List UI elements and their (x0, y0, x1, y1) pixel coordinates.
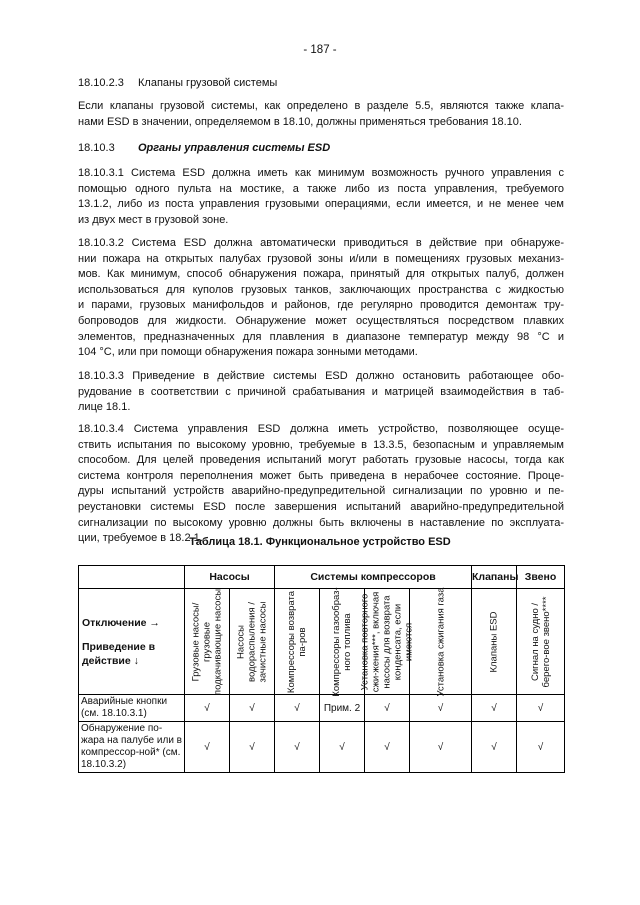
page-number: - 187 - (303, 44, 337, 56)
text-line: нами ESD в значении, определяемом в 18.10, должны применяться требования 18.10. (78, 115, 522, 128)
column-header (320, 586, 365, 697)
column-header (185, 589, 230, 695)
text-line: система контроля переполнения может быть приведена в нерабочее состояние. Проце- (78, 469, 564, 482)
column-header-text: Насосы водораспыления / зачистные насосы (235, 600, 269, 683)
text-line: реустановки системы ESD после завершения испытаний аварийно-предупредительной (78, 500, 564, 513)
text-line: 18.10.3.4 Система управления ESD должна иметь устройство, позволяющее осуще- (78, 423, 564, 435)
text-line: 13.1.2, либо из поста управления грузовыми операциями, если имеется, и не менее чем (78, 198, 564, 211)
paragraph-18-10-3-4 (78, 422, 564, 547)
table-cell: √ (320, 722, 365, 773)
table-cell: √ (517, 722, 565, 773)
column-header-text: Компрессоры газообраз-ного топлива (331, 586, 354, 697)
table-cell: √ (410, 722, 472, 773)
text-line: 18.10.3.1 Система ESD должна иметь как минимум возможность ручного управления с (78, 167, 564, 179)
corner-shutdown-label: Отключение → (82, 616, 160, 629)
text-line: способом. Для целей проведения испытаний могут работать грузовые насосы, тогда как (78, 454, 564, 467)
text-line: элементов, предназначенных для плавления в диапазоне температур между 98 °С и (78, 330, 564, 343)
section-title: Органы управления системы ESD (138, 142, 331, 154)
text-line: бопроводов для жидкости. Обнаружение может осуществляться посредством плавких (78, 314, 564, 327)
column-header (275, 589, 320, 695)
table-cell: √ (275, 695, 320, 722)
table-cell: √ (185, 695, 230, 722)
column-header-text: Установка повторного сжи-жения***, включая насосы для возврата конденсата, если имеются (359, 591, 415, 692)
table-row (79, 722, 565, 773)
text-line: ствить испытания по высокому уровню, требуемые в 13.3.5, безопасным и управляемым (78, 438, 564, 451)
section-heading-18-10-2-3 (78, 76, 277, 91)
column-header-text: Установка сжигания газа (435, 587, 447, 697)
column-header (359, 589, 415, 695)
text-line: нии пожара на открытых палубах грузовой зоны и/или в помещениях грузовых механиз- (78, 252, 564, 265)
paragraph-18-10-3-2 (78, 236, 564, 361)
table-cell: √ (365, 695, 410, 722)
table-cell: √ (472, 695, 517, 722)
table-cell: √ (365, 722, 410, 773)
group-header-pumps: Насосы (185, 566, 275, 589)
paragraph-18-10-3-3 (78, 369, 564, 416)
text-line: лице 18.1. (78, 401, 131, 414)
paragraph-cargo-valves (78, 99, 564, 130)
esd-function-table (78, 565, 565, 773)
row-label: Аварийные кнопки (см. 18.10.3.1) (79, 695, 185, 722)
text-line: мов. Как минимум, способ обнаружения пожара, принятый для открытых палуб, должен (78, 268, 564, 281)
column-header-text: Компрессоры возврата па-ров (286, 590, 309, 693)
section-heading-18-10-3 (78, 141, 330, 156)
text-line: 104 °С, или при помощи обнаружения пожара зонными методами. (78, 346, 418, 359)
table-cell: √ (472, 722, 517, 773)
column-header (472, 589, 517, 695)
paragraph-18-10-3-1 (78, 166, 564, 228)
row-label: Обнаружение по-жара на палубе или в компрессор-ной* (см. 18.10.3.2) (79, 722, 185, 773)
text-line: сигнализации по высокому уровню должны быть включены в наставление по эксплуата- (78, 516, 564, 529)
table-cell: √ (410, 695, 472, 722)
column-header-text: Грузовые насосы/ грузовые подкачивающие насосы (190, 588, 224, 695)
section-title: Клапаны грузовой системы (138, 77, 278, 89)
text-line: дуры испытаний устройств аварийно-предупредительной сигнализации по уровню и пе- (78, 485, 564, 498)
text-line: и парами, грузовых манифольдов и районов, где регулярно проводится демонтаж тру- (78, 299, 564, 312)
group-header-link: Звено (517, 566, 565, 589)
group-header-valves: Клапаны (472, 566, 517, 589)
table-corner-header (79, 589, 185, 695)
column-header (410, 589, 472, 695)
table-row (79, 695, 565, 722)
table-cell: √ (517, 695, 565, 722)
table-caption: Таблица 18.1. Функциональное устройство ESD (189, 536, 451, 548)
table-cell: √ (230, 722, 275, 773)
table-cell: √ (185, 722, 230, 773)
table-cell: √ (230, 695, 275, 722)
text-line: Если клапаны грузовой системы, как определено в разделе 5.5, являются также клапа- (78, 100, 564, 112)
text-line: из двух мест в грузовой зоне. (78, 213, 229, 226)
column-header-text: Клапаны ESD (488, 610, 500, 673)
corner-activation-label: Приведение в действие ↓ (82, 640, 156, 667)
section-number: 18.10.2.3 (78, 77, 124, 89)
column-header-text: Сигнал на судно / берего-вое звено**** (529, 596, 552, 687)
text-line: 18.10.3.3 Приведение в действие системы ESD должно остановить работающее обо- (78, 370, 564, 382)
group-header-compressors: Системы компрессоров (275, 566, 472, 589)
column-header (517, 589, 565, 695)
text-line: ции, требуемое в 18.2.1. (78, 532, 203, 545)
table-cell: Прим. 2 (320, 695, 365, 722)
column-header (230, 589, 275, 695)
text-line: помощью одного пульта на мостике, а также либо из поста управления, требуемого (78, 182, 564, 195)
table-corner-empty (79, 566, 185, 589)
table-cell: √ (275, 722, 320, 773)
text-line: использоваться для куполов грузовых танков, заключающих пространства с жидкостью (78, 283, 564, 296)
text-line: рудование в соответствии с причиной срабатывания и матрицей взаимодействия в таб- (78, 385, 564, 398)
text-line: 18.10.3.2 Система ESD должна автоматически приводиться в действие при обнаруже- (78, 237, 564, 249)
section-number: 18.10.3 (78, 142, 115, 154)
